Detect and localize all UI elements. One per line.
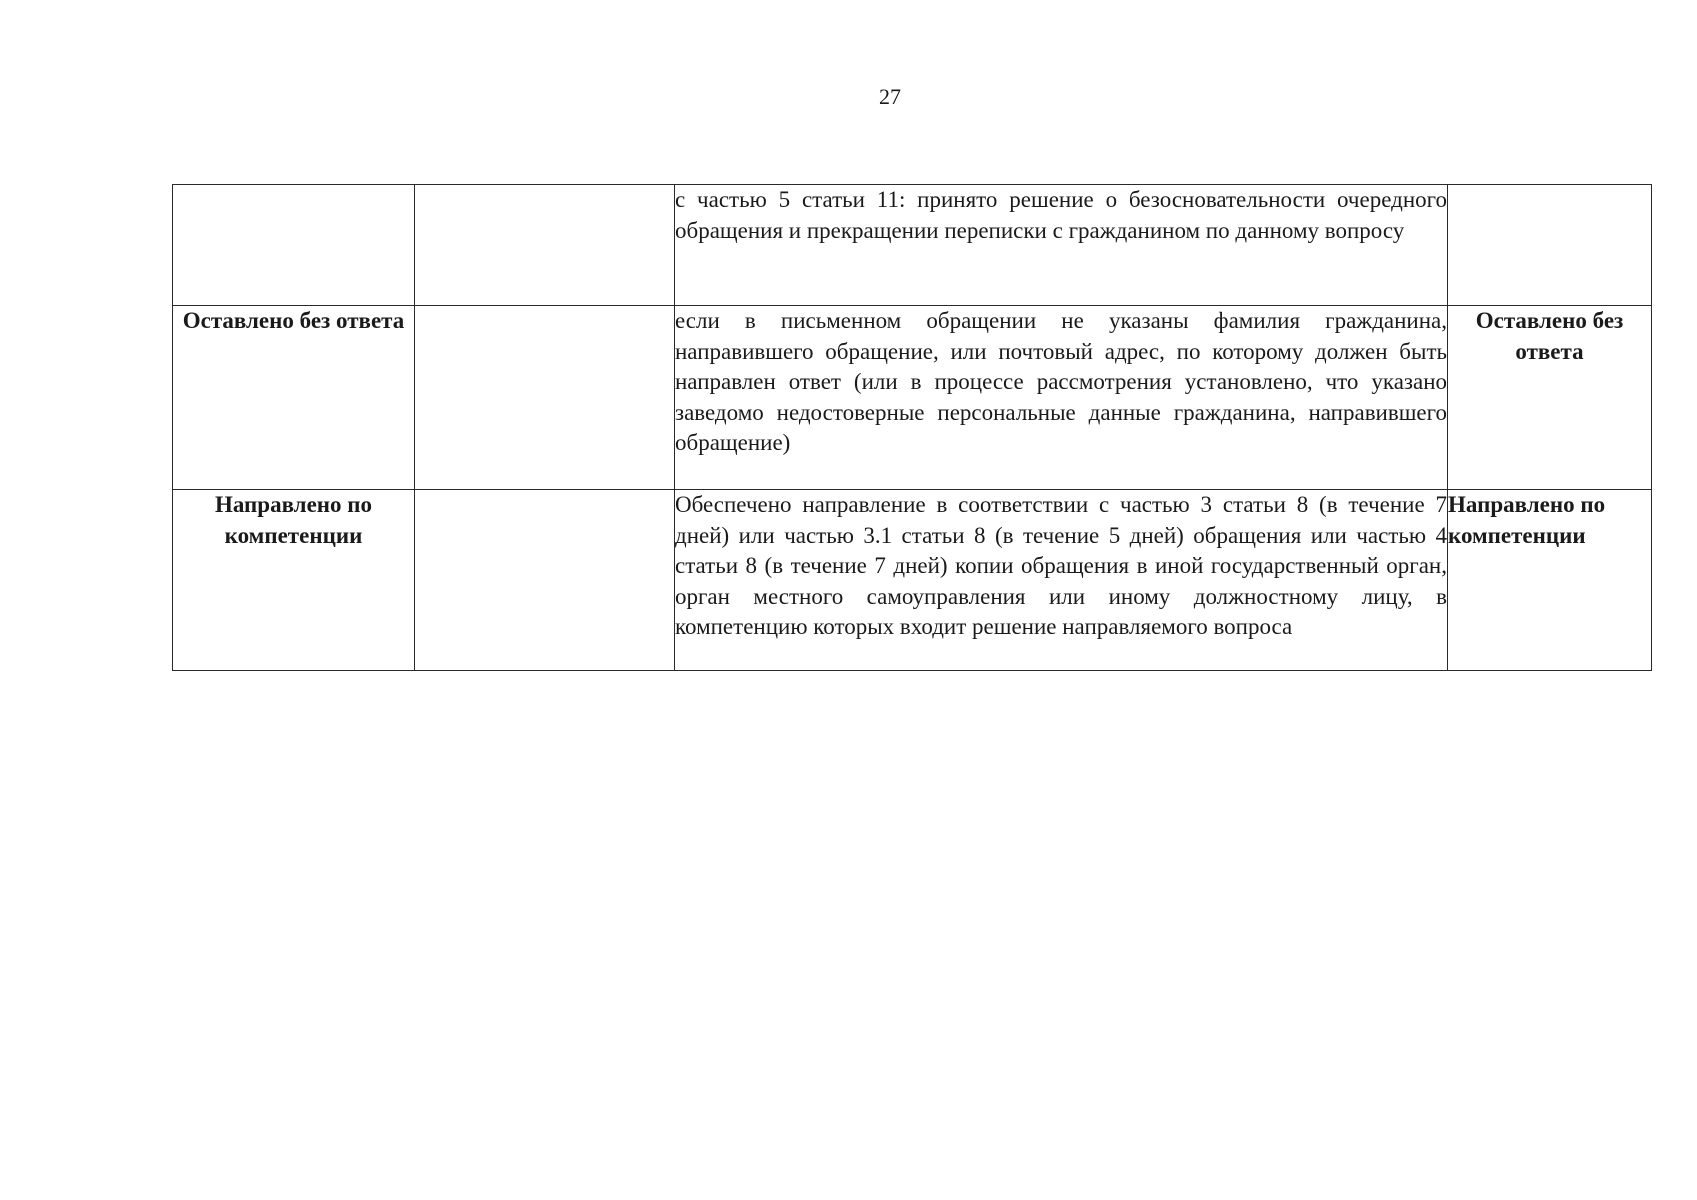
description-cell: Обеспечено направление в соответствии с частью 3 статьи 8 (в течение 7 дней) или частью 3.1 статьи 8 (в течение 5 дней) обращения или частью 4 статьи 8 (в течение 7 дней) копии обращения в иной государственный орган, орган местного самоуправления или иному должностному лицу, в компетенцию которых входит решение направляемого вопроса (675, 490, 1448, 671)
status-cell-right: Оставлено без ответа (1448, 306, 1652, 490)
status-cell-left: Направлено по компетенции (173, 490, 415, 671)
page-number: 27 (879, 84, 901, 109)
empty-cell (415, 490, 675, 671)
empty-cell (415, 185, 675, 306)
table-row (173, 185, 1652, 306)
description-cell: с частью 5 статьи 11: принято решение о безосновательности очередного обращения и прекращении переписки с гражданином по данному вопросу (675, 185, 1448, 306)
status-cell-right: Направлено по компетенции (1448, 490, 1652, 671)
description-cell: если в письменном обращении не указаны фамилия гражданина, направившего обращение, или почтовый адрес, по которому должен быть направлен ответ (или в процессе рассмотрения установлено, что указано заведомо недостоверные персональные данные гражданина, направившего обращение) (675, 306, 1448, 490)
status-cell-left (173, 185, 415, 306)
status-cell-right (1448, 185, 1652, 306)
empty-cell (415, 306, 675, 490)
table-row (173, 490, 1652, 671)
table-row (173, 306, 1652, 490)
document-table (172, 184, 1652, 671)
status-cell-left: Оставлено без ответа (173, 306, 415, 490)
